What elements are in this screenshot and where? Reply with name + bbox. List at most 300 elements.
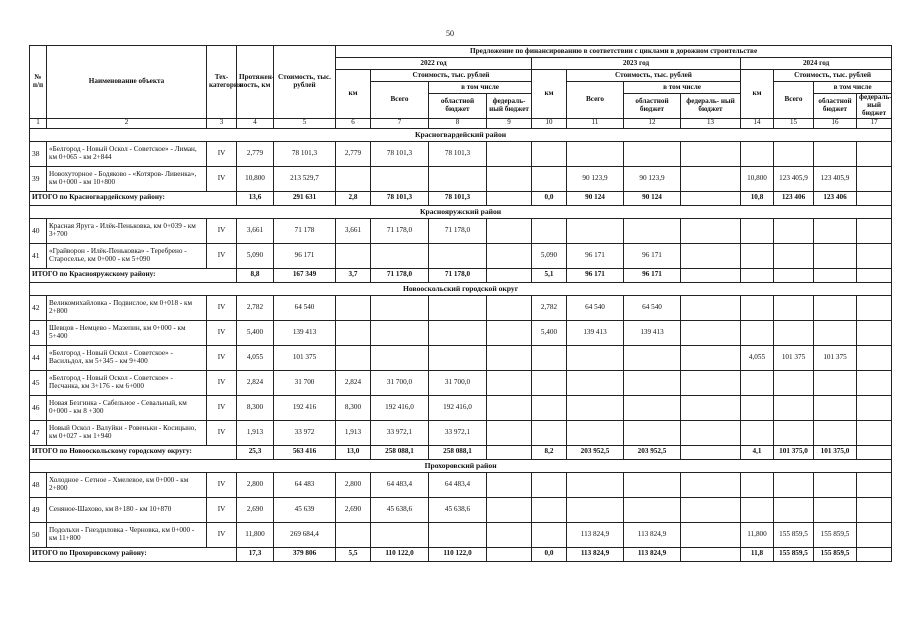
table-cell: 71 178,0 [429, 218, 487, 243]
table-row [30, 395, 892, 420]
table-cell [567, 370, 624, 395]
header-total: Всего [567, 82, 624, 119]
table-cell [532, 218, 567, 243]
table-cell: 90 123,9 [567, 166, 624, 191]
table-cell [814, 295, 857, 320]
table-cell [774, 472, 814, 497]
object-name: Подольхи - Гнездиловка - Черновка, км 0+000 - км 11+800 [47, 522, 207, 547]
table-cell: 78 101,3 [429, 141, 487, 166]
table-cell [814, 320, 857, 345]
table-cell: 2,782 [532, 295, 567, 320]
header-km: км [336, 70, 371, 119]
table-cell: 31 700 [274, 370, 336, 395]
object-name: Новый Оскол - Валуйки - Ровеньки - Косицыно, км 0+027 - км 1+940 [47, 420, 207, 445]
table-cell [567, 218, 624, 243]
total-cell: 563 416 [274, 445, 336, 459]
table-cell [567, 395, 624, 420]
table-cell: 45 638,6 [429, 497, 487, 522]
table-cell [741, 472, 774, 497]
object-name: Новохуторное - Бодяково - «Котяров- Ливенка», км 0+000 - км 10+800 [47, 166, 207, 191]
total-cell: 291 631 [274, 191, 336, 205]
table-cell [532, 522, 567, 547]
table-row [30, 522, 892, 547]
total-cell [681, 268, 741, 282]
total-cell [741, 268, 774, 282]
table-cell [624, 420, 681, 445]
header-cost: Стоимость, тыс. рублей [274, 46, 336, 119]
table-cell: 31 700,0 [429, 370, 487, 395]
total-cell: 123 406 [814, 191, 857, 205]
table-cell [681, 141, 741, 166]
table-cell: 45 639 [274, 497, 336, 522]
total-cell: 101 375,0 [774, 445, 814, 459]
table-cell [741, 243, 774, 268]
district-row [30, 459, 892, 472]
district-name: Прохоровский район [30, 459, 892, 472]
table-cell [857, 497, 892, 522]
object-name: «Белгород - Новый Оскол - Советское» - Васильдол, км 5+345 - км 9+400 [47, 345, 207, 370]
header-cost-label: Стоимость, тыс. рублей [567, 70, 741, 82]
table-cell: 123 405,9 [814, 166, 857, 191]
total-cell [487, 268, 532, 282]
table-cell [681, 522, 741, 547]
table-cell: 71 178,0 [371, 218, 429, 243]
table-cell: 64 540 [624, 295, 681, 320]
table-cell: 192 416 [274, 395, 336, 420]
column-number: 12 [624, 118, 681, 128]
column-number: 4 [237, 118, 274, 128]
table-cell [681, 472, 741, 497]
table-cell [681, 420, 741, 445]
table-cell [371, 243, 429, 268]
row-index: 39 [30, 166, 47, 191]
row-index: 47 [30, 420, 47, 445]
table-cell [567, 345, 624, 370]
table-cell: 64 540 [567, 295, 624, 320]
column-number: 13 [681, 118, 741, 128]
object-name: Великомихайловка - Подвислое, км 0+018 - км 2+800 [47, 295, 207, 320]
table-cell [487, 497, 532, 522]
total-cell [814, 268, 857, 282]
table-cell [774, 420, 814, 445]
column-number-row [30, 118, 892, 128]
table-cell [774, 395, 814, 420]
table-cell: 96 171 [567, 243, 624, 268]
table-cell: 78 101,3 [274, 141, 336, 166]
table-cell [814, 370, 857, 395]
table-cell: 5,400 [532, 320, 567, 345]
total-cell: 11,8 [741, 547, 774, 561]
table-cell: 155 859,5 [814, 522, 857, 547]
header-length: Протяжен- ность, км [237, 46, 274, 119]
total-cell: 13,6 [237, 191, 274, 205]
row-index: 48 [30, 472, 47, 497]
table-cell [681, 295, 741, 320]
table-cell: 192 416,0 [429, 395, 487, 420]
object-name: Сеняное-Шахово, км 8+180 - км 10+870 [47, 497, 207, 522]
total-cell: 113 824,9 [624, 547, 681, 561]
total-cell: 155 859,5 [774, 547, 814, 561]
table-cell [487, 141, 532, 166]
total-cell: 71 178,0 [371, 268, 429, 282]
table-cell: 2,824 [336, 370, 371, 395]
table-cell: 2,779 [336, 141, 371, 166]
table-cell [741, 141, 774, 166]
table-cell: IV [207, 218, 237, 243]
total-cell [857, 445, 892, 459]
total-cell [487, 445, 532, 459]
total-cell: 203 952,5 [624, 445, 681, 459]
page-number: 50 [446, 29, 454, 38]
table-cell [741, 497, 774, 522]
total-cell: 110 122,0 [371, 547, 429, 561]
table-cell: 64 483 [274, 472, 336, 497]
table-cell [624, 472, 681, 497]
table-cell: 33 972,1 [429, 420, 487, 445]
table-cell: 71 178 [274, 218, 336, 243]
table-cell: IV [207, 166, 237, 191]
table-cell [532, 370, 567, 395]
column-number: 8 [429, 118, 487, 128]
total-cell: 71 178,0 [429, 268, 487, 282]
table-cell [857, 472, 892, 497]
table-cell [681, 345, 741, 370]
district-name: Красногвардейский район [30, 128, 892, 141]
table-cell [567, 497, 624, 522]
total-cell [487, 191, 532, 205]
table-cell [532, 395, 567, 420]
table-cell [429, 522, 487, 547]
header-federal: федераль- ный бюджет [681, 94, 741, 119]
table-cell: 1,913 [237, 420, 274, 445]
column-number: 2 [47, 118, 207, 128]
table-cell [814, 497, 857, 522]
header-incl: в том числе [429, 82, 532, 94]
header-year-2024: 2024 год [741, 58, 892, 70]
table-cell [336, 295, 371, 320]
table-cell: 64 540 [274, 295, 336, 320]
table-cell [371, 295, 429, 320]
table-cell: 5,400 [237, 320, 274, 345]
object-name: Красная Яруга - Илёк-Пеньковка, км 0+039 - км 3+700 [47, 218, 207, 243]
table-cell [814, 472, 857, 497]
table-cell [814, 395, 857, 420]
total-cell: 0,0 [532, 547, 567, 561]
table-cell [487, 370, 532, 395]
table-cell [532, 497, 567, 522]
table-cell: 3,661 [336, 218, 371, 243]
row-index: 46 [30, 395, 47, 420]
column-number: 10 [532, 118, 567, 128]
column-number: 16 [814, 118, 857, 128]
table-cell [814, 420, 857, 445]
table-cell [741, 395, 774, 420]
table-cell [681, 497, 741, 522]
table-cell [336, 345, 371, 370]
table-body [30, 128, 892, 561]
table-cell: 139 413 [567, 320, 624, 345]
table-cell [487, 345, 532, 370]
table-cell [814, 243, 857, 268]
table-cell: 8,300 [336, 395, 371, 420]
total-row [30, 268, 892, 282]
total-cell: 10,8 [741, 191, 774, 205]
total-cell: 4,1 [741, 445, 774, 459]
district-row [30, 205, 892, 218]
table-cell: 4,055 [741, 345, 774, 370]
table-cell [429, 243, 487, 268]
table-cell [567, 472, 624, 497]
table-header [30, 46, 892, 129]
object-name: Новая Безгинка - Сабельное - Севальный, км 0+000 - км 8 +300 [47, 395, 207, 420]
row-index: 38 [30, 141, 47, 166]
header-km: км [741, 70, 774, 119]
header-federal: федераль- ный бюджет [857, 94, 892, 119]
row-index: 42 [30, 295, 47, 320]
table-cell [857, 218, 892, 243]
table-cell: 192 416,0 [371, 395, 429, 420]
total-cell [774, 268, 814, 282]
total-cell: 3,7 [336, 268, 371, 282]
total-cell: 2,8 [336, 191, 371, 205]
column-number: 1 [30, 118, 47, 128]
table-cell: IV [207, 243, 237, 268]
object-name: «Грайворон - Илёк-Пеньковка» - Теребрено - Староселье, км 0+000 - км 5+090 [47, 243, 207, 268]
total-cell: 258 088,1 [371, 445, 429, 459]
total-cell: 78 101,3 [371, 191, 429, 205]
row-index: 49 [30, 497, 47, 522]
total-cell: 96 171 [567, 268, 624, 282]
district-row [30, 282, 892, 295]
table-cell: 10,800 [237, 166, 274, 191]
table-cell: 45 638,6 [371, 497, 429, 522]
table-cell [532, 345, 567, 370]
total-cell [857, 547, 892, 561]
row-index: 44 [30, 345, 47, 370]
table-cell [487, 420, 532, 445]
column-number: 6 [336, 118, 371, 128]
header-incl: в том числе [814, 82, 892, 94]
table-cell [532, 472, 567, 497]
column-number: 14 [741, 118, 774, 128]
table-row [30, 141, 892, 166]
table-cell [429, 295, 487, 320]
total-cell [681, 191, 741, 205]
object-name: «Белгород - Новый Оскол - Советское» - Лиман, км 0+065 - км 2+844 [47, 141, 207, 166]
header-year-2023: 2023 год [532, 58, 741, 70]
table-row [30, 345, 892, 370]
table-cell [774, 370, 814, 395]
district-row [30, 128, 892, 141]
table-cell: 101 375 [814, 345, 857, 370]
table-cell [624, 395, 681, 420]
table-cell [429, 345, 487, 370]
table-cell: IV [207, 370, 237, 395]
table-cell: IV [207, 497, 237, 522]
table-cell [741, 218, 774, 243]
table-cell: 78 101,3 [371, 141, 429, 166]
table-cell [371, 166, 429, 191]
table-cell: 269 684,4 [274, 522, 336, 547]
table-cell: IV [207, 320, 237, 345]
table-row [30, 243, 892, 268]
row-index: 50 [30, 522, 47, 547]
table-cell [487, 395, 532, 420]
table-cell [371, 522, 429, 547]
header-incl: в том числе [624, 82, 741, 94]
table-cell: IV [207, 395, 237, 420]
table-row [30, 320, 892, 345]
total-cell: 155 859,5 [814, 547, 857, 561]
table-cell: IV [207, 141, 237, 166]
table-cell: 101 375 [774, 345, 814, 370]
table-cell [532, 141, 567, 166]
table-row [30, 472, 892, 497]
total-cell [857, 268, 892, 282]
table-cell [857, 345, 892, 370]
total-cell [681, 445, 741, 459]
total-cell: 258 088,1 [429, 445, 487, 459]
total-cell: 167 349 [274, 268, 336, 282]
table-cell: 11,800 [741, 522, 774, 547]
table-cell [487, 472, 532, 497]
table-row [30, 497, 892, 522]
total-label: ИТОГО по Краснояружскому району: [30, 268, 237, 282]
table-cell [487, 320, 532, 345]
table-cell: IV [207, 472, 237, 497]
total-cell: 5,5 [336, 547, 371, 561]
table-cell [624, 497, 681, 522]
column-number: 5 [274, 118, 336, 128]
table-cell [681, 243, 741, 268]
table-cell [624, 345, 681, 370]
total-row [30, 547, 892, 561]
table-cell [371, 345, 429, 370]
table-cell: 2,824 [237, 370, 274, 395]
table-cell: IV [207, 522, 237, 547]
total-cell [857, 191, 892, 205]
total-cell: 110 122,0 [429, 547, 487, 561]
header-regional: областной бюджет [429, 94, 487, 119]
table-cell [857, 166, 892, 191]
row-index: 41 [30, 243, 47, 268]
table-cell: 5,090 [532, 243, 567, 268]
table-cell: 101 375 [274, 345, 336, 370]
table-cell [567, 141, 624, 166]
table-cell [681, 320, 741, 345]
object-name: «Белгород - Новый Оскол - Советское» - Песчанка, км 3+176 - км 6+000 [47, 370, 207, 395]
total-cell: 0,0 [532, 191, 567, 205]
table-cell: 1,913 [336, 420, 371, 445]
table-cell [371, 320, 429, 345]
row-index: 45 [30, 370, 47, 395]
column-number: 11 [567, 118, 624, 128]
financing-table [29, 45, 892, 562]
table-cell: 33 972 [274, 420, 336, 445]
table-cell [487, 166, 532, 191]
table-row [30, 218, 892, 243]
total-label: ИТОГО по Прохоровскому району: [30, 547, 237, 561]
header-total: Всего [371, 82, 429, 119]
table-cell [336, 243, 371, 268]
table-cell: 2,782 [237, 295, 274, 320]
column-number: 7 [371, 118, 429, 128]
table-cell: IV [207, 295, 237, 320]
header-year-2022: 2022 год [336, 58, 532, 70]
table-cell: IV [207, 345, 237, 370]
table-cell [681, 370, 741, 395]
table-cell: 96 171 [274, 243, 336, 268]
table-cell [814, 141, 857, 166]
table-row [30, 370, 892, 395]
table-cell [857, 243, 892, 268]
table-cell: 96 171 [624, 243, 681, 268]
total-cell: 13,0 [336, 445, 371, 459]
header-regional: областной бюджет [814, 94, 857, 119]
table-cell [624, 218, 681, 243]
total-cell: 90 124 [624, 191, 681, 205]
total-cell: 123 406 [774, 191, 814, 205]
total-cell: 90 124 [567, 191, 624, 205]
total-cell: 379 806 [274, 547, 336, 561]
table-cell [774, 497, 814, 522]
table-cell [336, 166, 371, 191]
header-cost-label: Стоимость, тыс. рублей [371, 70, 532, 82]
table-cell [567, 420, 624, 445]
table-cell [774, 141, 814, 166]
table-cell [487, 295, 532, 320]
total-cell: 8,8 [237, 268, 274, 282]
table-cell [857, 320, 892, 345]
table-cell [774, 320, 814, 345]
header-km: км [532, 70, 567, 119]
column-number: 9 [487, 118, 532, 128]
header-federal: федераль- ный бюджет [487, 94, 532, 119]
table-cell: 139 413 [274, 320, 336, 345]
total-cell: 8,2 [532, 445, 567, 459]
table-row [30, 420, 892, 445]
table-cell [741, 420, 774, 445]
table-cell: 113 824,9 [567, 522, 624, 547]
total-cell: 203 952,5 [567, 445, 624, 459]
table-cell [741, 320, 774, 345]
table-cell: 8,300 [237, 395, 274, 420]
header-total: Всего [774, 82, 814, 119]
table-cell [774, 295, 814, 320]
table-cell [681, 395, 741, 420]
table-cell: 213 529,7 [274, 166, 336, 191]
table-cell [487, 218, 532, 243]
table-cell [336, 522, 371, 547]
total-label: ИТОГО по Красногвардейскому району: [30, 191, 237, 205]
table-cell [774, 243, 814, 268]
table-cell: IV [207, 420, 237, 445]
table-cell [624, 370, 681, 395]
table-cell [814, 218, 857, 243]
total-cell: 96 171 [624, 268, 681, 282]
table-cell [624, 141, 681, 166]
table-cell [336, 320, 371, 345]
table-cell: 90 123,9 [624, 166, 681, 191]
total-row [30, 445, 892, 459]
table-cell: 5,090 [237, 243, 274, 268]
header-regional: областной бюджет [624, 94, 681, 119]
table-cell [741, 370, 774, 395]
column-number: 3 [207, 118, 237, 128]
table-cell [857, 522, 892, 547]
total-cell: 5,1 [532, 268, 567, 282]
table-cell: 3,661 [237, 218, 274, 243]
